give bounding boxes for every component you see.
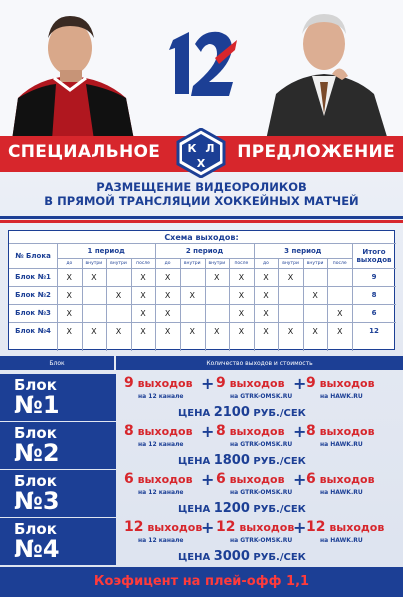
table-hline — [9, 243, 396, 244]
schedule-mark: X — [287, 272, 294, 282]
exits-unit: выходов — [229, 425, 285, 438]
schedule-mark — [303, 304, 328, 322]
schedule-mark: X — [91, 272, 97, 282]
channel-name: на 12 канале — [138, 537, 184, 544]
price-block — [0, 422, 403, 469]
table-vline — [57, 243, 58, 351]
exits-number: 9 — [306, 375, 316, 391]
block-body — [116, 470, 403, 517]
table-vline — [180, 258, 181, 351]
stripe-red — [0, 220, 403, 223]
schedule-mark — [82, 304, 107, 322]
subcol-header: внутри — [85, 260, 103, 266]
schedule-mark: X — [263, 290, 269, 300]
schedule-mark: X — [164, 290, 171, 300]
block-body — [116, 422, 403, 469]
channel-name: на HAWK.RU — [320, 441, 363, 448]
exits-number: 12 — [306, 519, 326, 535]
exits-count — [124, 423, 193, 439]
plus-sign: + — [201, 422, 215, 441]
block-label — [0, 470, 116, 517]
block-body — [116, 518, 403, 565]
schedule-mark: X — [164, 326, 171, 336]
row-total: 9 — [371, 273, 377, 281]
plus-sign: + — [293, 470, 307, 489]
table-vline — [82, 258, 83, 351]
schedule-mark — [82, 286, 107, 304]
price-value: 1200 — [213, 501, 250, 516]
price-label: ЦЕНА — [178, 456, 211, 467]
stripe-blue — [0, 216, 403, 219]
plus-sign: + — [201, 518, 215, 537]
table-vline — [229, 258, 230, 351]
footer-band — [0, 567, 403, 597]
channel-name: на 12 канале — [138, 441, 184, 448]
price-unit: РУБ./СЕК — [253, 504, 306, 515]
table-vline — [106, 258, 107, 351]
block-number: №3 — [14, 487, 60, 515]
channel-name: на HAWK.RU — [320, 489, 363, 496]
schedule-mark — [106, 304, 131, 322]
schedule-mark: X — [214, 272, 220, 282]
exits-unit: выходов — [329, 521, 385, 534]
subcol-header: до — [263, 260, 269, 266]
schedule-mark — [205, 304, 230, 322]
exits-count — [216, 519, 294, 535]
exits-number: 6 — [306, 471, 316, 487]
subcol-header: внутри — [208, 260, 226, 266]
channel-name: на GTRK-OMSK.RU — [230, 393, 293, 400]
block-label — [0, 422, 116, 469]
col-header-block: Блок — [0, 356, 114, 370]
table-vline — [131, 258, 132, 351]
schedule-mark: X — [66, 272, 73, 282]
schedule-mark — [180, 304, 205, 322]
price-line — [178, 501, 306, 516]
col-header-qty: Количество выходов и стоимость — [116, 356, 403, 370]
schedule-mark: X — [336, 326, 343, 336]
price-label: ЦЕНА — [178, 552, 211, 563]
table-vline — [205, 258, 206, 351]
period-header: 1 период — [87, 246, 125, 255]
col-block-header: № Блока — [15, 251, 51, 260]
block-number: №1 — [14, 391, 60, 419]
schedule-mark: X — [214, 326, 220, 336]
schedule-mark: X — [263, 272, 269, 282]
plus-sign: + — [201, 470, 215, 489]
schedule-mark — [278, 304, 303, 322]
block-label — [0, 374, 116, 421]
exits-count — [306, 423, 375, 439]
exits-unit: выходов — [229, 473, 285, 486]
price-label: ЦЕНА — [178, 408, 211, 419]
schedule-mark: X — [164, 308, 171, 318]
schedule-mark — [205, 286, 230, 304]
row-total: 8 — [371, 291, 377, 299]
price-label: ЦЕНА — [178, 504, 211, 515]
exits-number: 9 — [124, 375, 134, 391]
block-number: №4 — [14, 535, 60, 563]
exits-number: 9 — [216, 375, 226, 391]
schedule-mark: X — [263, 308, 269, 318]
block-word: Блок — [14, 376, 57, 394]
schedule-mark: X — [140, 308, 146, 318]
price-block — [0, 470, 403, 517]
exits-count — [124, 375, 193, 391]
price-value: 2100 — [213, 405, 250, 420]
schedule-mark: X — [66, 308, 73, 318]
schedule-mark: X — [91, 326, 97, 336]
price-block — [0, 518, 403, 565]
schedule-mark: X — [312, 290, 318, 300]
schedule-mark: X — [238, 290, 245, 300]
schedule-mark: X — [140, 272, 146, 282]
schedule-mark: X — [263, 326, 269, 336]
block-body — [116, 374, 403, 421]
schedule-mark: X — [189, 326, 195, 336]
row-block-name: Блок №3 — [15, 309, 51, 317]
block-word: Блок — [14, 472, 57, 490]
schedule-caption: Схема выходов: — [164, 233, 239, 242]
subcol-header: внутри — [282, 260, 299, 266]
row-block-name: Блок №4 — [15, 327, 51, 335]
schedule-mark: X — [238, 272, 245, 282]
exits-unit: выходов — [239, 521, 295, 534]
price-line — [178, 549, 306, 564]
schedule-mark: X — [66, 326, 73, 336]
table-vline — [278, 258, 279, 351]
exits-number: 8 — [216, 423, 226, 439]
row-block-name: Блок №1 — [15, 273, 51, 281]
exits-number: 8 — [124, 423, 134, 439]
playoff-coefficient: Коэфицент на плей-офф 1,1 — [93, 574, 310, 589]
price-unit: РУБ./СЕК — [253, 456, 306, 467]
exits-number: 12 — [124, 519, 144, 535]
schedule-mark — [327, 268, 352, 286]
plus-sign: + — [201, 374, 215, 393]
coach-photo — [262, 0, 392, 140]
schedule-mark: X — [189, 290, 195, 300]
plus-sign: + — [293, 374, 307, 393]
exits-count — [216, 375, 285, 391]
period-header: 3 период — [284, 246, 322, 255]
schedule-mark: X — [287, 326, 294, 336]
subtitle-line-1: РАЗМЕЩЕНИЕ ВИДЕОРОЛИКОВ — [96, 180, 307, 194]
block-word: Блок — [14, 424, 57, 442]
price-line — [178, 453, 306, 468]
table-hline — [9, 322, 396, 323]
plus-sign: + — [293, 422, 307, 441]
khl-logo — [176, 128, 226, 178]
price-line — [178, 405, 306, 420]
exits-number: 8 — [306, 423, 316, 439]
table-hline — [9, 304, 396, 305]
exits-number: 6 — [216, 471, 226, 487]
schedule-mark: X — [164, 272, 171, 282]
schedule-mark: X — [115, 326, 122, 336]
banner-right-text: ПРЕДЛОЖЕНИЕ — [237, 142, 395, 162]
subtitle-line-2: В ПРЯМОЙ ТРАНСЛЯЦИИ ХОККЕЙНЫХ МАТЧЕЙ — [44, 194, 359, 208]
exits-unit: выходов — [229, 377, 285, 390]
schedule-mark: X — [238, 308, 245, 318]
subcol-header: до — [164, 260, 171, 266]
exits-unit: выходов — [137, 377, 193, 390]
block-number: №2 — [14, 439, 60, 467]
channel-name: на 12 канале — [138, 393, 184, 400]
price-value: 1800 — [213, 453, 250, 468]
subcol-header: после — [234, 260, 249, 266]
price-value: 3000 — [213, 549, 250, 564]
exits-unit: выходов — [137, 473, 193, 486]
channel-name: на HAWK.RU — [320, 393, 363, 400]
price-unit: РУБ./СЕК — [253, 552, 306, 563]
subtitle — [0, 180, 403, 208]
table-hline — [9, 268, 396, 269]
schedule-mark — [327, 286, 352, 304]
khl-letter-l: Л — [205, 142, 215, 155]
exits-number: 6 — [124, 471, 134, 487]
price-unit: РУБ./СЕК — [253, 408, 306, 419]
block-label — [0, 518, 116, 565]
exits-count — [216, 423, 285, 439]
exits-unit: выходов — [319, 425, 375, 438]
schedule-mark: X — [66, 290, 73, 300]
table-vline — [303, 258, 304, 351]
row-total: 12 — [369, 327, 379, 335]
row-block-name: Блок №2 — [15, 291, 51, 299]
subcol-header: до — [66, 260, 73, 266]
block-word: Блок — [14, 520, 57, 538]
row-total: 6 — [371, 309, 377, 317]
channel-name: на HAWK.RU — [320, 537, 363, 544]
schedule-mark — [303, 268, 328, 286]
table-vline — [352, 243, 353, 351]
exits-count — [306, 519, 384, 535]
table-hline — [9, 286, 396, 287]
banner-left-text: СПЕЦИАЛЬНОЕ — [8, 142, 161, 162]
channel-name: на 12 канале — [138, 489, 184, 496]
subcol-header: внутри — [183, 260, 201, 266]
exits-count — [124, 519, 202, 535]
channel-name: на GTRK-OMSK.RU — [230, 489, 293, 496]
khl-letter-h: Х — [196, 157, 206, 170]
exits-count — [306, 471, 375, 487]
exits-count — [124, 471, 193, 487]
hockey-player-photo — [8, 0, 138, 140]
subcol-header: внутри — [110, 260, 127, 266]
khl-letter-k: К — [187, 142, 197, 155]
channel-12-logo — [165, 22, 239, 104]
channel-name: на GTRK-OMSK.RU — [230, 441, 293, 448]
exits-count — [306, 375, 375, 391]
schedule-mark: X — [312, 326, 318, 336]
col-total-header: Итого выходов — [356, 247, 392, 264]
exits-number: 12 — [216, 519, 236, 535]
period-header: 2 период — [185, 246, 224, 255]
table-vline — [155, 243, 156, 351]
schedule-mark — [278, 286, 303, 304]
hero-area — [0, 0, 403, 140]
schedule-mark — [180, 268, 205, 286]
schedule-mark: X — [238, 326, 245, 336]
schedule-mark — [106, 268, 131, 286]
subcol-header: внутри — [306, 260, 324, 266]
price-block — [0, 374, 403, 421]
schedule-mark: X — [115, 290, 122, 300]
schedule-table — [8, 230, 395, 350]
exits-count — [216, 471, 285, 487]
exits-unit: выходов — [137, 425, 193, 438]
schedule-mark: X — [336, 308, 343, 318]
subcol-header: после — [136, 260, 150, 266]
table-vline — [254, 243, 255, 351]
schedule-mark: X — [140, 326, 146, 336]
plus-sign: + — [293, 518, 307, 537]
exits-unit: выходов — [319, 473, 375, 486]
exits-unit: выходов — [319, 377, 375, 390]
exits-unit: выходов — [147, 521, 203, 534]
schedule-mark: X — [140, 290, 146, 300]
channel-name: на GTRK-OMSK.RU — [230, 537, 293, 544]
subcol-header: после — [332, 260, 347, 266]
table-vline — [327, 258, 328, 351]
